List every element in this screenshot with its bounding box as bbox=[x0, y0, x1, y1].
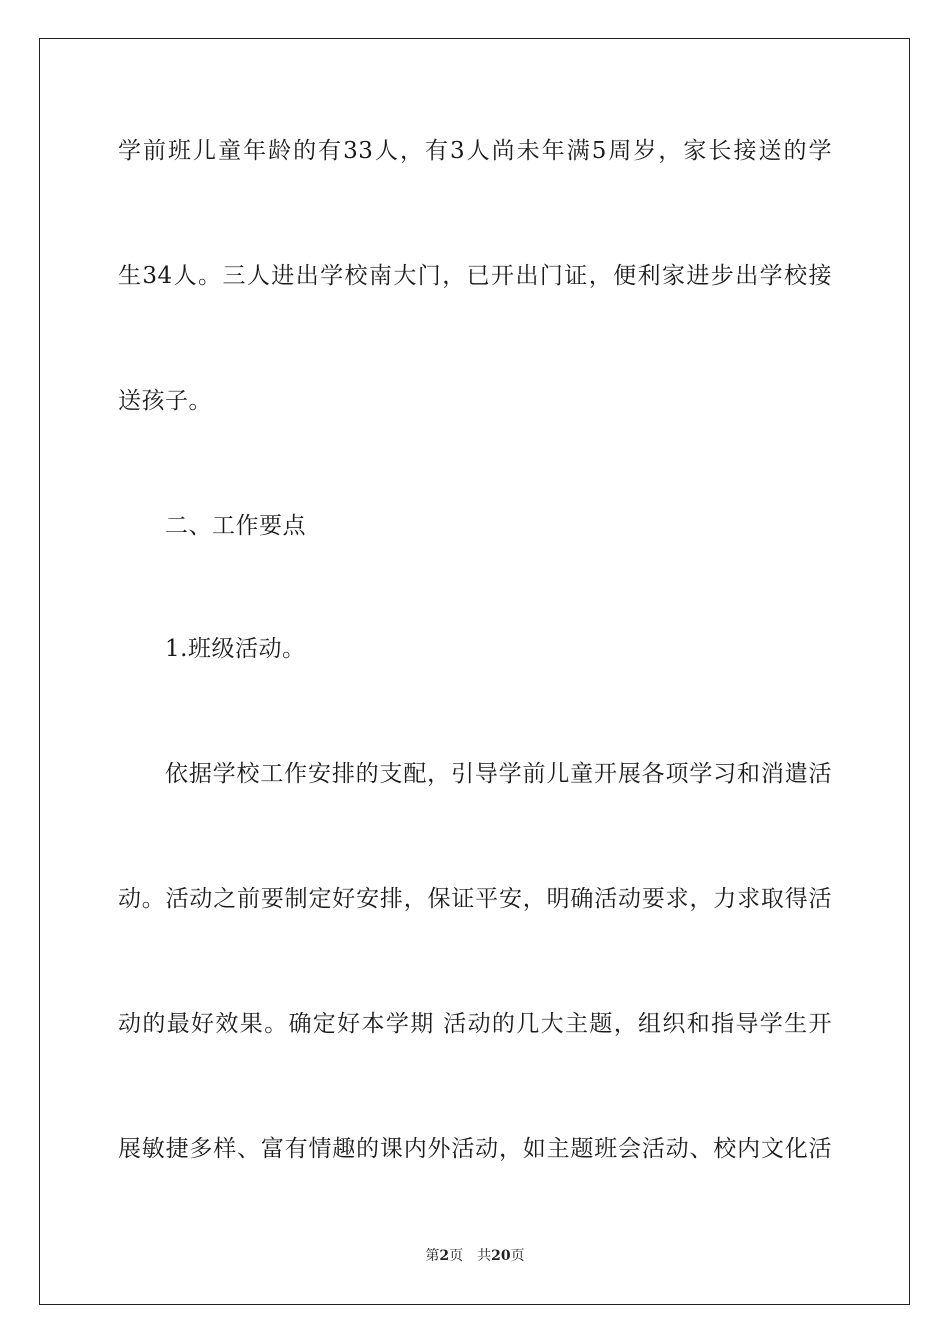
total-prefix: 共 bbox=[477, 1248, 492, 1264]
body-text-line: 学前班儿童年龄的有33人，有3人尚未年满5周岁，家长接送的学 bbox=[118, 138, 832, 164]
body-text-line: 动。活动之前要制定好安排，保证平安，明确活动要求，力求取得活 bbox=[118, 886, 832, 912]
page-suffix: 页 bbox=[449, 1248, 464, 1264]
page-footer bbox=[0, 1247, 950, 1265]
body-text-line: 送孩子。 bbox=[118, 388, 212, 414]
section-heading: 二、工作要点 bbox=[165, 513, 306, 539]
page-prefix: 第 bbox=[425, 1248, 440, 1264]
page-current: 2 bbox=[439, 1248, 450, 1264]
page-total: 20 bbox=[491, 1248, 511, 1264]
total-suffix: 页 bbox=[510, 1248, 525, 1264]
subsection-heading: 1.班级活动。 bbox=[165, 636, 306, 662]
body-text-line: 依据学校工作安排的支配，引导学前儿童开展各项学习和消遣活 bbox=[165, 761, 832, 787]
body-text-line: 展敏捷多样、富有情趣的课内外活动，如主题班会活动、校内文化活 bbox=[118, 1136, 832, 1162]
page-border bbox=[39, 38, 910, 1305]
body-text-line: 动的最好效果。确定好本学期 活动的几大主题，组织和指导学生开 bbox=[118, 1011, 832, 1037]
body-text-line: 生34人。三人进出学校南大门，已开出门证，便利家进步出学校接 bbox=[118, 263, 832, 289]
